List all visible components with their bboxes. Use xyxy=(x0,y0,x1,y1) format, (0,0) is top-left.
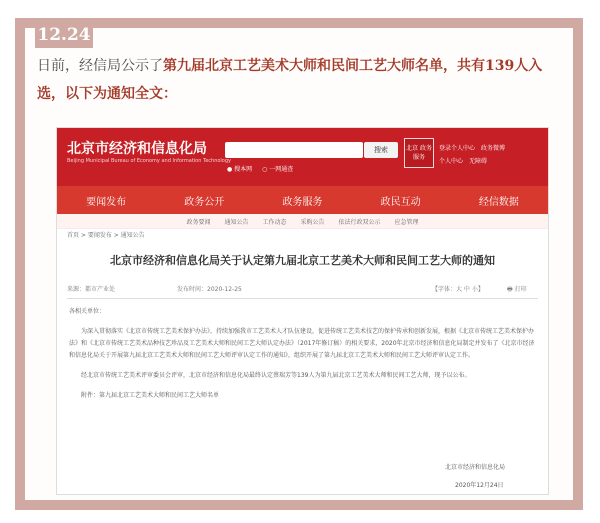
intro-prefix: 日前，经信局公示了 xyxy=(37,58,163,74)
subnav-item-work[interactable]: 工作动态 xyxy=(262,218,287,226)
notice-signature: 北京市经济和信息化局 xyxy=(445,464,506,471)
search-scope-all[interactable]: ○ 一网通查 xyxy=(262,166,294,173)
intro-highlight: 第九届北京工艺美术大师和民间工艺大师名单，共有139人入选，以下为通知全文： xyxy=(37,58,543,102)
nav-item-data[interactable]: 经信数据 xyxy=(478,196,519,208)
date-badge: 12.24 xyxy=(35,22,93,48)
subnav-item-emergency[interactable]: 应急管理 xyxy=(394,218,419,226)
notice-attachment[interactable]: 附件：第九届北京工艺美术大师和民间工艺大师名单 xyxy=(81,392,220,399)
subnav-item-notice[interactable]: 通知公告 xyxy=(224,218,249,226)
article-meta xyxy=(67,284,538,296)
article-source: 来源：都市产业处 xyxy=(67,286,116,293)
link-personal[interactable]: 个人中心 xyxy=(439,158,464,165)
notice-paragraph: 经北京市传统工艺美术评审委员会评审，北京市经济和信息化局最终认定蔡瑞芳等139人为第九届北京工艺美术大师和民间工艺大师，现予以公布。 xyxy=(81,372,471,379)
notice-body xyxy=(69,306,535,410)
article-card xyxy=(25,28,573,500)
intro-paragraph xyxy=(37,52,565,108)
nav-item-interact[interactable]: 政民互动 xyxy=(380,196,421,208)
site-logo-cn[interactable]: 北京市经济和信息化局 xyxy=(67,141,207,157)
link-accessibility[interactable]: 无障碍 xyxy=(469,158,488,165)
gov-service-stamp[interactable]: 北京 政务 服务 xyxy=(404,138,434,168)
site-header xyxy=(57,128,548,186)
notice-greeting: 各相关单位： xyxy=(69,308,106,315)
nav-item-service[interactable]: 政务服务 xyxy=(282,196,323,208)
notice-screenshot xyxy=(56,127,549,495)
print-button[interactable] xyxy=(507,284,527,295)
subnav-item-purchase[interactable]: 采购公告 xyxy=(300,218,325,226)
subnav-item-publicity[interactable]: 依法行政双公示 xyxy=(338,218,381,226)
sub-nav xyxy=(57,214,548,229)
main-nav xyxy=(57,186,548,214)
printer-icon: 🖶 xyxy=(507,286,513,293)
notice-title: 北京市经济和信息化局关于认定第九届北京工艺美术大师和民间工艺大师的通知 xyxy=(110,254,495,267)
nav-item-open[interactable]: 政务公开 xyxy=(184,196,225,208)
article-frame xyxy=(15,18,583,510)
subnav-item-news[interactable]: 政务要闻 xyxy=(186,218,211,226)
article-time: 发布时间：2020-12-25 xyxy=(177,286,242,293)
search-scope xyxy=(227,164,301,173)
notice-paragraph: 为深入贯彻落实《北京市传统工艺美术保护办法》，持续加强我市工艺美术人才队伍建设，促进传统工艺美术技艺的保护传承和创新发展，根据《北京市传统工艺美术保护办法》和《北京市传统工艺美术品种技艺珍品及工艺美术大师和民间工艺大师认定办法》（2017年修订稿）的相关要求，2020年北京市经济和信息化局制定并发布了《北京市经济和信息化局关于开展第九届北京工艺美术大师和民间工艺大师评审认定工作的通知》，组织开展了第九届北京工艺美术大师和民间工艺大师评审认定工作。 xyxy=(69,328,535,359)
print-label: 打印 xyxy=(514,286,527,293)
link-weibo[interactable]: 政务微博 xyxy=(481,145,506,152)
search-scope-site[interactable]: ● 搜本网 xyxy=(227,166,253,173)
divider xyxy=(67,298,538,299)
nav-item-news[interactable]: 要闻发布 xyxy=(86,196,127,208)
notice-sign-date: 2020年12月24日 xyxy=(455,482,504,489)
link-login[interactable]: 登录个人中心 xyxy=(439,145,476,152)
search-button[interactable]: 搜索 xyxy=(364,142,398,158)
font-size-control[interactable]: 【字体：大 中 小】 xyxy=(432,286,484,293)
search-input[interactable] xyxy=(225,142,363,158)
site-logo-en: Beijing Municipal Bureau of Economy and Information Technology xyxy=(67,158,232,164)
breadcrumb[interactable]: 首页 > 要闻发布 > 通知公告 xyxy=(67,232,145,239)
top-links xyxy=(439,142,511,168)
